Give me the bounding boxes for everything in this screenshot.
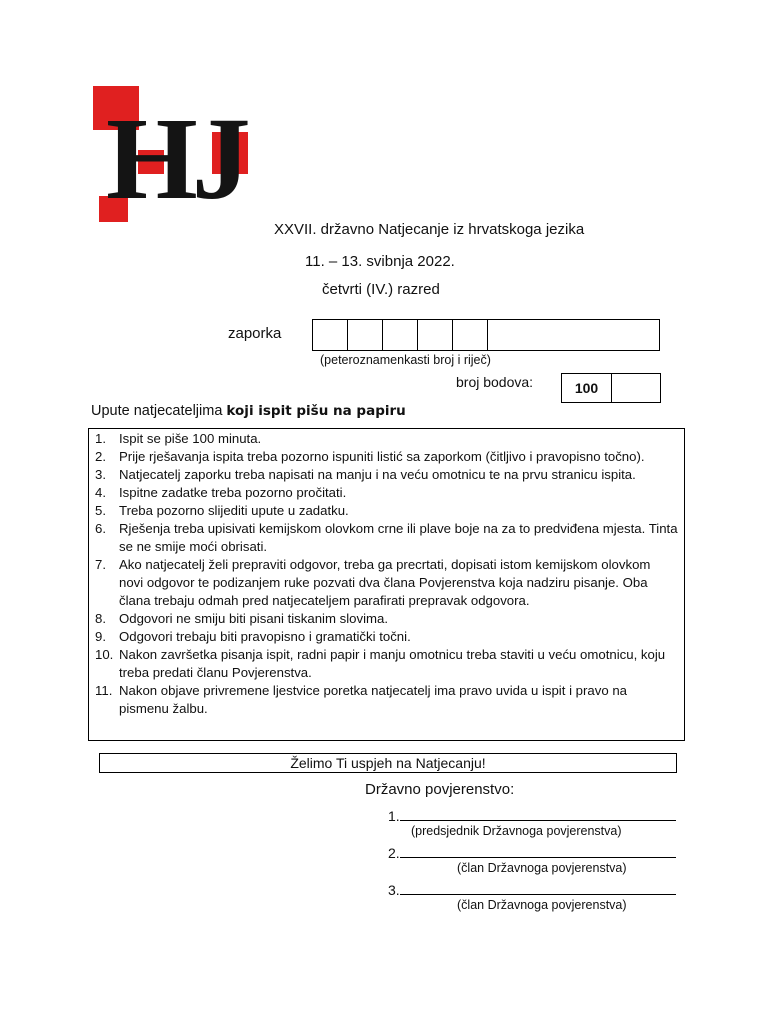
points-max: 100	[562, 374, 612, 402]
instruction-text: Ako natjecatelj želi prepraviti odgovor, treba ga precrtati, dopisati istom kemijskom olovkom novi odgovor te podizanjem ruke pozvati dva člana Povjerenstva koja nadziru pisanje. Oba člana trebaju odmah pred natjecateljem parafirati prepravak odgovora.	[119, 557, 651, 608]
instruction-number: 3.	[95, 467, 106, 482]
instructions-list	[88, 428, 685, 741]
signature-role-1: (predsjednik Državnoga povjerenstva)	[411, 824, 622, 838]
instruction-text: Natjecatelj zaporku treba napisati na manju i na veću omotnicu te na prvu stranicu ispita.	[119, 467, 636, 482]
instruction-number: 7.	[95, 557, 106, 572]
instruction-number: 5.	[95, 503, 106, 518]
instruction-item	[95, 484, 678, 502]
instruction-text: Nakon objave privremene ljestvice poretka natjecatelj ima pravo uvida u ispit i pravo na pismenu žalbu.	[119, 683, 627, 716]
competition-title: XXVII. državno Natjecanje iz hrvatskoga jezika	[274, 221, 585, 238]
hj-logo	[88, 84, 263, 226]
good-luck-message: Želimo Ti uspjeh na Natjecanju!	[99, 753, 677, 773]
instruction-number: 10.	[95, 647, 114, 662]
instruction-item	[95, 466, 678, 484]
signature-line-2[interactable]: 2.	[388, 843, 676, 861]
instruction-text: Nakon završetka pisanja ispit, radni papir i manju omotnicu treba staviti u veću omotnicu, koju treba predati članu Povjerenstva.	[119, 647, 666, 680]
instruction-text: Rješenja treba upisivati kemijskom olovkom crne ili plave boje na za to predviđena mjesta. Tinta se ne smije moći obrisati.	[119, 521, 678, 554]
code-label: zaporka	[228, 325, 282, 342]
competition-dates: 11. – 13. svibnja 2022.	[305, 253, 455, 270]
signature-line-3[interactable]: 3.	[388, 880, 676, 898]
signature-line-1[interactable]: 1.	[388, 806, 676, 824]
instruction-item	[95, 610, 678, 628]
instructions-heading: Upute natjecateljima koji ispit pišu na papiru	[91, 403, 406, 419]
instruction-number: 11.	[95, 683, 113, 698]
code-field[interactable]	[312, 319, 660, 351]
signature-role-2: (član Državnoga povjerenstva)	[457, 861, 627, 875]
instruction-item	[95, 556, 678, 610]
instruction-item	[95, 448, 678, 466]
instruction-text: Ispitne zadatke treba pozorno pročitati.	[119, 485, 347, 500]
instruction-number: 8.	[95, 611, 106, 626]
instruction-number: 6.	[95, 521, 106, 536]
instruction-text: Odgovori ne smiju biti pisani tiskanim slovima.	[119, 611, 388, 626]
instruction-number: 4.	[95, 485, 106, 500]
points-box	[561, 373, 661, 403]
instruction-item	[95, 502, 678, 520]
instruction-text: Treba pozorno slijediti upute u zadatku.	[119, 503, 349, 518]
instruction-text: Prije rješavanja ispita treba pozorno ispuniti listić sa zaporkom (čitljivo i pravopisno točno).	[119, 449, 645, 464]
committee-title: Državno povjerenstvo:	[365, 781, 515, 798]
points-score-box	[612, 374, 660, 402]
instruction-item	[95, 430, 678, 448]
instruction-item	[95, 646, 678, 682]
code-digit-box[interactable]	[383, 320, 418, 350]
code-word-box[interactable]	[488, 320, 659, 350]
instruction-number: 1.	[95, 431, 106, 446]
signature-role-3: (član Državnoga povjerenstva)	[457, 898, 627, 912]
code-digit-box[interactable]	[313, 320, 348, 350]
instruction-number: 2.	[95, 449, 106, 464]
logo-letters: HJ	[106, 93, 245, 224]
instruction-text: Odgovori trebaju biti pravopisno i gramatički točni.	[119, 629, 411, 644]
instruction-number: 9.	[95, 629, 106, 644]
code-hint: (peteroznamenkasti broj i riječ)	[320, 353, 491, 367]
instruction-item	[95, 520, 678, 556]
grade-label: četvrti (IV.) razred	[322, 281, 440, 298]
points-label: broj bodova:	[456, 374, 534, 390]
code-digit-box[interactable]	[348, 320, 383, 350]
instruction-item	[95, 682, 678, 718]
code-digit-box[interactable]	[418, 320, 453, 350]
code-digit-box[interactable]	[453, 320, 488, 350]
instruction-item	[95, 628, 678, 646]
instruction-text: Ispit se piše 100 minuta.	[119, 431, 262, 446]
